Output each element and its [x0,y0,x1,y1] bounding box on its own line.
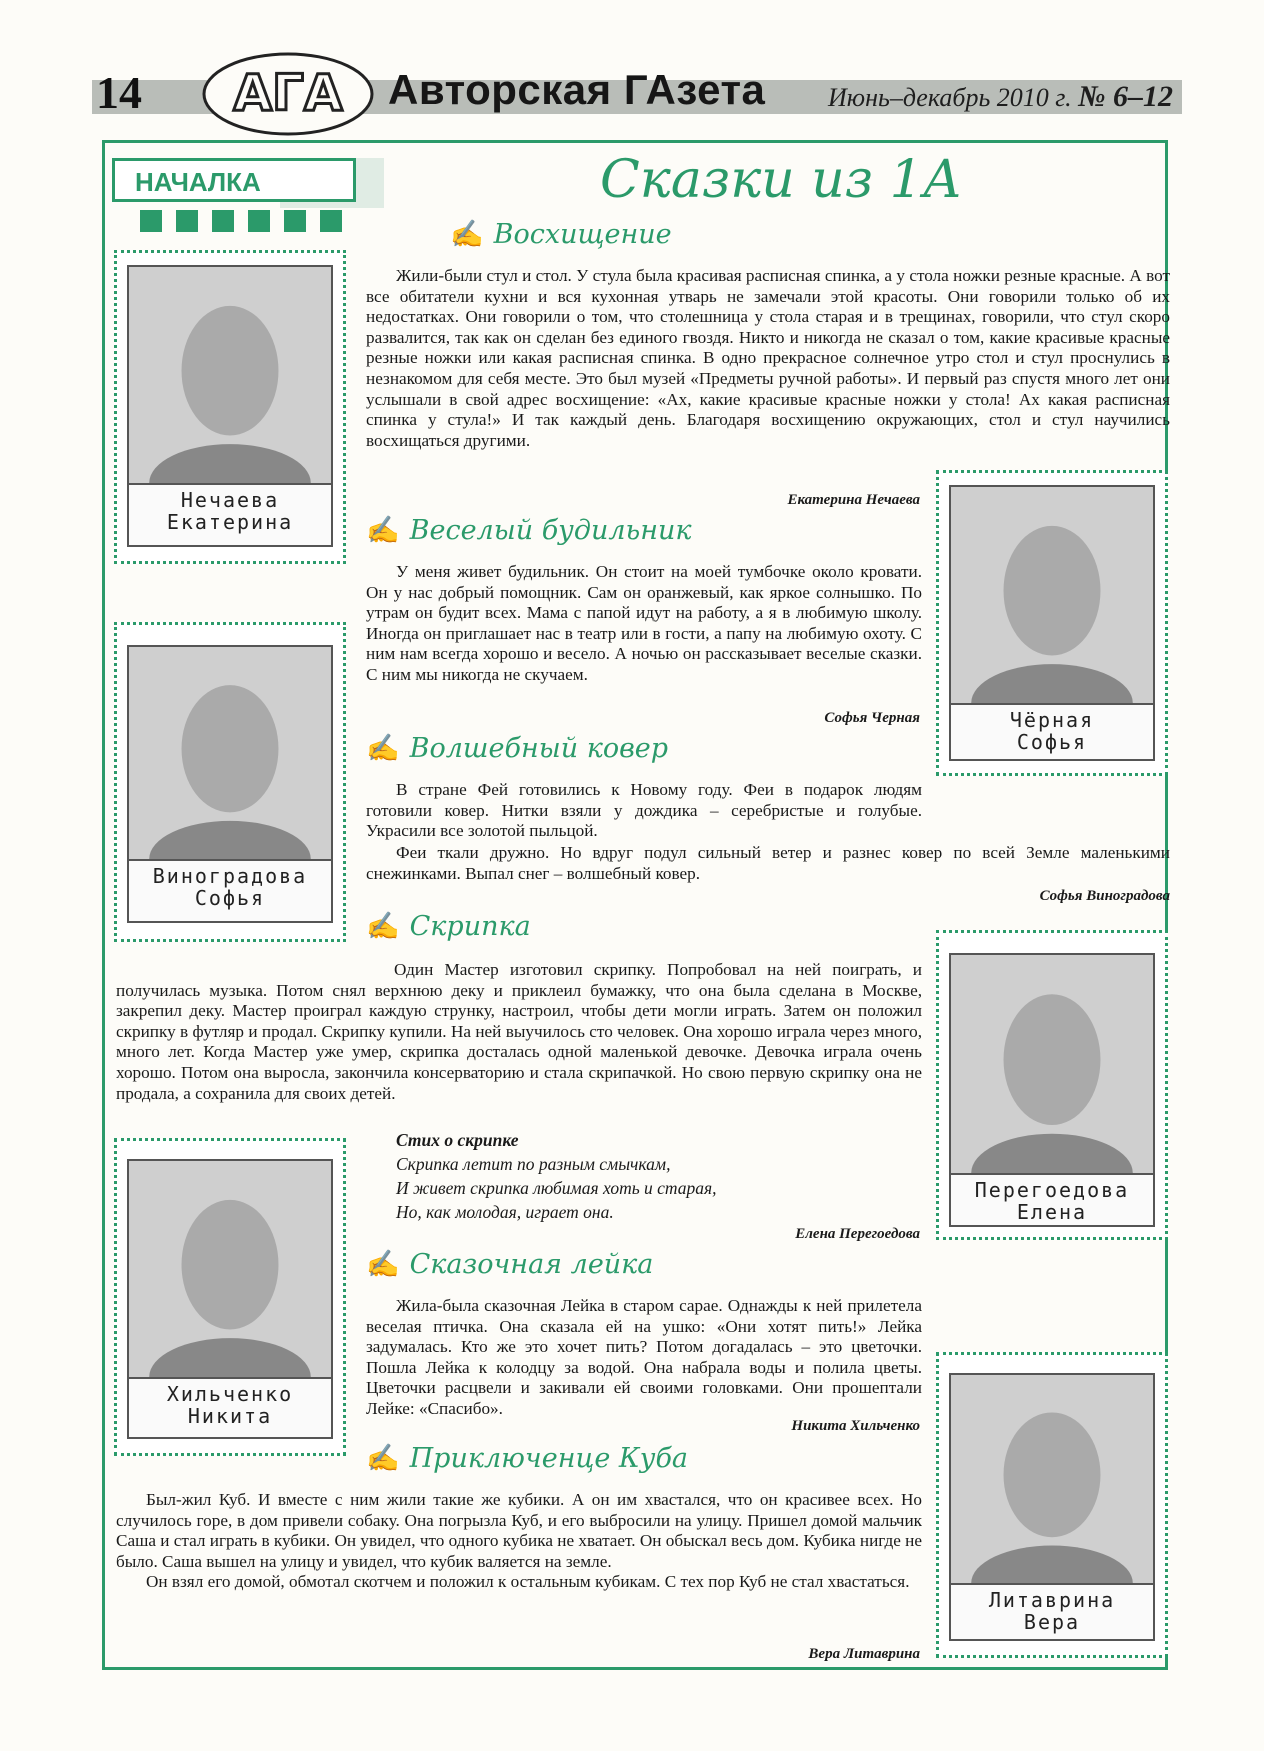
caption-line: Екатерина [166,510,294,534]
child-portrait-icon [949,485,1155,705]
decor-square [248,210,270,232]
story-author: Екатерина Нечаева [787,492,920,508]
story-title-text: Веселый будильник [409,515,692,546]
pen-writing-icon: ✍ [366,1443,400,1474]
story-text [366,843,1170,884]
story-title [366,910,531,942]
photo-caption [949,705,1155,761]
decor-square [176,210,198,232]
photo-caption [127,485,333,547]
logo [200,50,376,136]
issue-date: Июнь–декабрь 2010 г. [828,83,1072,112]
pen-writing-icon: ✍ [450,219,484,250]
photo-card [936,930,1168,1240]
story-title [366,1248,653,1280]
caption-line: Хильченко [166,1382,294,1406]
pen-writing-icon: ✍ [366,515,400,546]
issue-info [828,80,1173,114]
paragraph: У меня живет будильник. Он стоит на моей тумбочке около кровати. Он у нас добрый помощник. Сам он оранжевый, как яркое солнышко. По утрам он будит всех. Мама с папой идут на работу, а я в любимую школу. Иногда он приглашает нас в театр или в гости, а папу на любимую охоту. С ним нам всегда хорошо и весело. А ночью он рассказывает веселые сказки. С ним мы никогда не скучаем. [366,562,922,684]
photo-card [114,250,346,564]
photo-card [114,1138,346,1456]
page-number: 14 [96,67,142,118]
photo-card [936,1352,1168,1658]
photo-caption [127,1379,333,1439]
story-text [366,266,1170,451]
story-author: Никита Хильченко [791,1418,920,1434]
decor-square [212,210,234,232]
poem-title: Стих о скрипке [396,1130,519,1150]
poem-line: И живет скрипка любимая хоть и старая, [396,1178,717,1198]
photo-caption [949,1585,1155,1641]
caption-line: Литаврина [988,1588,1116,1612]
story-title [366,514,692,546]
child-portrait-icon [127,1159,333,1379]
child-portrait-icon [949,953,1155,1175]
paragraph: Феи ткали дружно. Но вдруг подул сильный ветер и разнес ковер по всей Земле маленькими снежинками. Выпал снег – волшебный ковер. [366,843,1170,883]
story-title-text: Скрипка [409,911,531,942]
story-text [116,960,922,1104]
paper-name: Авторская ГАзета [388,66,766,113]
pen-writing-icon: ✍ [366,733,400,764]
section-label: НАЧАЛКА [112,158,356,202]
story-text [116,1490,922,1593]
caption-line: Виноградова [152,864,308,888]
decor-square [320,210,342,232]
story-text [366,562,922,686]
poem-line: Скрипка летит по разным смычкам, [396,1154,671,1174]
story-title [366,732,668,764]
paragraph: Был-жил Куб. И вместе с ним жили такие же кубики. А он им хвастался, что он красивее всех. Но случилось горе, в дом привели собаку. Она погрызла Куб, и его выбросили на улицу. Пришел домой мальчик Саша и стал играть в кубики. Он увидел, что одного кубика не хватает. Он обыскал весь дом. Кубика нигде не было. Саша вышел на улицу и увидел, что кубик валяется на земле. [116,1490,922,1571]
pen-writing-icon: ✍ [366,1249,400,1280]
caption-line: Перегоедова [974,1178,1130,1202]
child-portrait-icon [949,1373,1155,1585]
paragraph: Он взял его домой, обмотал скотчем и положил к остальным кубикам. С тех пор Куб не стал хвастаться. [146,1572,910,1592]
story-author: Софья Черная [824,710,920,726]
photo-card [114,622,346,942]
story-author: Вера Литаврина [808,1646,920,1662]
caption-line: Вера [1023,1610,1081,1634]
story-title-text: Волшебный ковер [409,733,669,764]
decor-square [140,210,162,232]
photo-card [936,470,1168,776]
paragraph: В стране Фей готовились к Новому году. Феи в подарок людям готовили ковер. Нитки взяли у дождика – серебристые и голубые. Украсили все золотой пыльцой. [366,780,922,841]
child-portrait-icon [127,645,333,861]
story-title-text: Восхищение [493,219,672,250]
child-portrait-icon [127,265,333,485]
page-title: Сказки из 1А [600,150,963,210]
photo-caption [949,1175,1155,1227]
poem-line: Но, как молодая, играет она. [396,1202,614,1222]
story-author: Софья Виноградова [1039,888,1170,904]
paragraph: Жили-были стул и стол. У стула была красивая расписная спинка, а у стола ножки резные красные. А вот все обитатели кухни и вся кухонная утварь не замечали этой красоты. Они говорили только об их недостатках. Они говорили о том, что столешница у стола старая и в трещинах, говорили, что стул скоро развалится, так как он сделан без единого гвоздя. Никто и никогда не сказал о том, какие красивые красные резные ножки или какая расписная спинка. В одно прекрасное солнечное утро стол и стул проснулись в незнакомом для себя месте. Это был музей «Предметы ручной работы». И первый раз спустя много лет они услышали в свой адрес восхищение: «Ах, какие красивые красные ножки у стола! Ах какая расписная спинка у стула!» И так каждый день. Благодаря восхищению окружающих, стол и стул научились восхищаться другими. [366,266,1170,450]
story-author: Елена Перегоедова [795,1226,920,1242]
story-title-text: Приключенце Куба [409,1443,689,1474]
photo-caption [127,861,333,923]
caption-line: Никита [187,1404,273,1428]
poem [396,1128,916,1224]
paragraph: Один Мастер изготовил скрипку. Попробовал на ней поиграть, и получилась музыка. Потом снял верхнюю деку и приклеил бумажку, что она была сделана в Москве, закрепил деку. Мастер проиграл каждую струнку, настроил, чтобы дети могли играть. Затем он положил скрипку в футляр и продал. Скрипку купили. На ней выучилось сто человек. Она хорошо играла через много, много лет. Когда Мастер уже умер, скрипка досталась одной маленькой девочке. Девочка играла очень хорошо. Потом она выросла, закончила консерваторию и стала скрипачкой. Но свою первую скрипку она не продала, а сохранила для своих детей. [116,960,922,1103]
caption-line: Нечаева [180,488,280,512]
issue-number: № 6–12 [1078,80,1174,113]
caption-line: Софья [194,886,266,910]
story-title [366,1442,688,1474]
story-title [450,218,672,250]
decor-square [284,210,306,232]
story-title-text: Сказочная лейка [409,1249,654,1280]
caption-line: Чёрная [1009,708,1095,732]
logo-text: АГА [233,64,343,122]
caption-line: Елена [1016,1200,1088,1224]
paragraph: Жила-была сказочная Лейка в старом сарае. Однажды к ней прилетела веселая птичка. Она сказала ей на ушко: «Они хотят пить!» Лейка задумалась. Кто же это хочет пить? Потом догадалась – это цветочки. Пошла Лейка к колодцу за водой. Она набрала воды и полила цветы. Цветочки расцвели и закивали ей своими головками. Они прошептали Лейке: «Спасибо». [366,1296,922,1418]
pen-writing-icon: ✍ [366,911,400,942]
story-text [366,1296,922,1420]
story-text [366,780,922,842]
caption-line: Софья [1016,730,1088,754]
